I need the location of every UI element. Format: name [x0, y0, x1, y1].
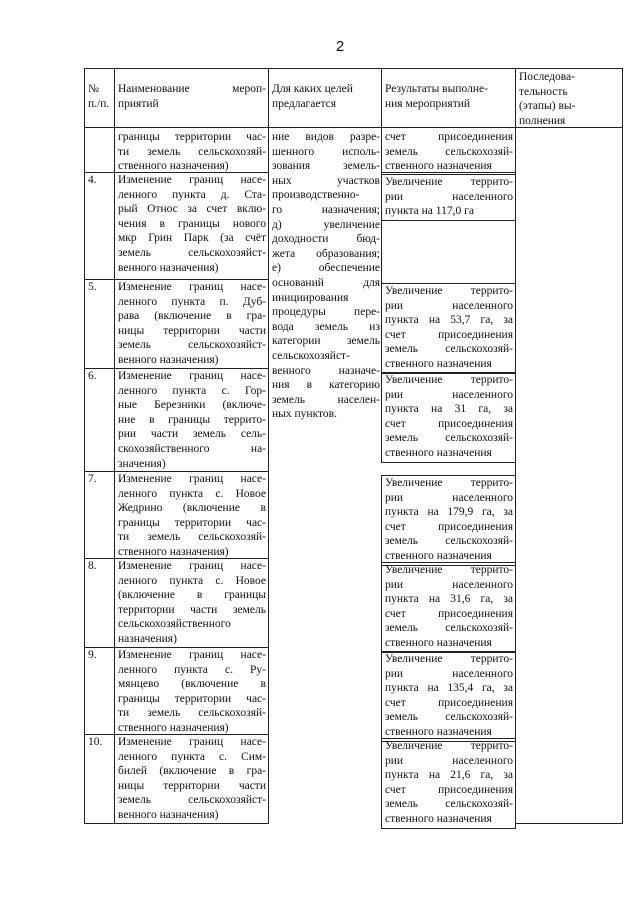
row-name-line: Изменение границ насе-: [118, 281, 266, 293]
purpose-text-line: ных участков: [272, 174, 380, 187]
row-result: [385, 739, 513, 827]
row-name-line: рый Относ за счет вклю-: [118, 203, 266, 216]
continuation-result-line: счет присоединения: [385, 131, 513, 143]
column-rule: [268, 471, 269, 558]
row-name: [118, 280, 266, 368]
column-rule: [114, 172, 115, 279]
row-name-line: ти земель сельскохозяй-: [118, 531, 266, 544]
row-name-line: назначения): [118, 632, 177, 645]
row-result-line: счет присоединения: [385, 607, 513, 620]
row-name-line: венного назначения): [118, 261, 219, 274]
purpose-text-line: е) обеспечение: [272, 262, 380, 275]
row-name: [118, 369, 266, 471]
purpose-text-line: венного назначе-: [272, 364, 380, 377]
row-name-line: территории части земель: [118, 603, 266, 616]
row-result: [385, 652, 513, 740]
row-name: [118, 735, 266, 823]
header-name-line: приятий: [118, 97, 159, 110]
column-rule: [268, 279, 269, 368]
header-purpose: [272, 82, 380, 111]
row-result-line: Увеличение террито-: [385, 285, 513, 297]
row-name-line: значения): [118, 457, 166, 470]
row-result-line: счет присоединения: [385, 783, 513, 796]
row-result-line: рии населенного: [385, 190, 513, 203]
header-num: [88, 82, 116, 111]
purpose-text-line: ных пунктов.: [272, 408, 337, 421]
continuation-result-line: земель сельскохозяй-: [385, 145, 513, 158]
column-rule: [84, 471, 85, 558]
row-rule: [84, 68, 623, 69]
row-result-line: пункта на 135,4 га, за: [385, 682, 513, 695]
row-name-line: Изменение границ насе-: [118, 370, 266, 382]
row-rule: [114, 172, 269, 173]
row-name-line: чения в границы нового: [118, 217, 266, 230]
header-purpose-line: Для каких целей: [272, 83, 353, 95]
row-name-line: ственного назначения): [118, 545, 229, 558]
row-name: [118, 559, 266, 647]
row-name-line: ленного пункта с. Новое: [118, 574, 266, 587]
column-rule: [381, 68, 382, 127]
purpose-text-line: ние видов разре-: [272, 131, 380, 143]
row-name-line: мянцево (включение в: [118, 678, 266, 691]
row-name: [118, 173, 266, 275]
purpose-text: [272, 130, 380, 422]
row-num: [88, 472, 116, 487]
continuation-result: [385, 130, 513, 174]
row-num: [88, 735, 116, 750]
row-num-line: 6.: [88, 370, 97, 382]
column-rule: [268, 68, 269, 127]
row-result: [385, 175, 513, 219]
header-stages-line: тельность: [519, 85, 568, 98]
row-result-line: счет присоединения: [385, 520, 513, 533]
column-rule: [268, 172, 269, 279]
row-num-line: 5.: [88, 281, 97, 293]
column-rule: [268, 368, 269, 471]
header-purpose-line: предлагается: [272, 97, 337, 110]
row-name-line: рава (включение в гра-: [118, 310, 266, 323]
row-name-line: ленного пункта с. Новое: [118, 487, 266, 500]
row-result-line: ственного назначения: [385, 812, 492, 825]
row-result-line: пункта на 31,6 га, за: [385, 593, 513, 606]
row-result-line: земель сельскохозяй-: [385, 535, 513, 548]
row-result: [385, 476, 513, 564]
row-name-line: ственного назначения): [118, 721, 229, 734]
row-num: [88, 280, 116, 295]
header-stages-line: полнения: [519, 114, 566, 127]
row-name-line: ленного пункта с. Ру-: [118, 663, 266, 676]
row-name-line: скохозяйственного на-: [118, 442, 266, 455]
purpose-text-line: земель населен-: [272, 393, 380, 406]
header-results: [385, 82, 513, 111]
column-rule: [114, 127, 115, 172]
row-result-line: ственного назначения: [385, 636, 492, 649]
row-name-line: границы территории час-: [118, 516, 266, 529]
row-result-line: пункта на 53,7 га, за: [385, 314, 513, 327]
row-name-line: ницы территории части: [118, 779, 266, 792]
purpose-text-line: инициирования: [272, 291, 349, 304]
row-name-line: ленного пункта п. Дуб-: [118, 295, 266, 308]
row-result-line: рии населенного: [385, 299, 513, 312]
row-num: [88, 559, 116, 574]
header-stages: [519, 70, 623, 128]
row-result-line: земель сельскохозяй-: [385, 622, 513, 635]
row-name-line: Изменение границ насе-: [118, 473, 266, 485]
row-name-line: земель сельскохозяйст-: [118, 246, 266, 259]
row-name-line: Изменение границ насе-: [118, 560, 266, 572]
row-name: [118, 472, 266, 560]
row-rule: [381, 172, 516, 173]
column-rule: [622, 127, 623, 823]
row-result-line: Увеличение террито-: [385, 564, 513, 576]
header-stages-line: (этапы) вы-: [519, 100, 576, 113]
row-num: [88, 369, 116, 384]
column-rule: [268, 734, 269, 823]
row-name-line: границы территории час-: [118, 692, 266, 705]
row-result: [385, 563, 513, 651]
row-name: [118, 648, 266, 736]
row-name-line: ные Березники (включе-: [118, 399, 266, 412]
purpose-text-line: сельскохозяйст-: [272, 349, 350, 362]
row-result-line: ственного назначения: [385, 725, 492, 738]
row-result-line: Увеличение террито-: [385, 176, 513, 188]
row-name-line: (включение в границы: [118, 589, 266, 602]
row-result-line: Увеличение террито-: [385, 374, 513, 386]
page-number: 2: [335, 38, 345, 55]
row-result-line: пункта на 117,0 га: [385, 205, 474, 218]
row-result-line: рии населенного: [385, 578, 513, 591]
purpose-text-line: оснований для: [272, 276, 380, 289]
row-num-line: 4.: [88, 174, 97, 186]
purpose-text-line: процедуры пере-: [272, 306, 380, 319]
row-rule: [515, 823, 623, 824]
row-result-line: Увеличение террито-: [385, 477, 513, 489]
row-result: [385, 373, 513, 461]
row-name-line: ти земель сельскохозяй-: [118, 707, 266, 720]
continuation-name-line: ти земель сельскохозяй-: [118, 145, 266, 158]
row-name-line: ницы территории части: [118, 324, 266, 337]
column-rule: [84, 68, 85, 127]
row-result-line: Увеличение террито-: [385, 653, 513, 665]
row-result-line: счет присоединения: [385, 696, 513, 709]
row-result-line: рии населенного: [385, 491, 513, 504]
purpose-text-line: вода земель из: [272, 320, 380, 333]
column-rule: [84, 368, 85, 471]
row-num: [88, 173, 116, 188]
continuation-name: [118, 130, 266, 174]
row-name-line: ленного пункта с. Гор-: [118, 384, 266, 397]
row-num-line: 10.: [88, 736, 103, 748]
row-result-line: рии населенного: [385, 388, 513, 401]
purpose-text-line: категории земель: [272, 335, 380, 348]
row-result-line: Увеличение террито-: [385, 740, 513, 752]
purpose-text-line: шенного исполь-: [272, 145, 380, 158]
column-rule: [84, 647, 85, 734]
row-result-line: рии населенного: [385, 754, 513, 767]
row-num-line: 8.: [88, 560, 97, 572]
row-name-line: Изменение границ насе-: [118, 649, 266, 661]
header-name: [118, 82, 266, 111]
row-rule: [84, 823, 269, 824]
row-name-line: Жедрино (включение в: [118, 502, 266, 515]
row-name-line: билей (включение в гра-: [118, 765, 266, 778]
row-result-line: рии населенного: [385, 667, 513, 680]
header-results-line: ния мероприятий: [385, 97, 471, 110]
row-result-line: ственного назначения: [385, 357, 492, 370]
purpose-text-line: ния в категорию: [272, 379, 380, 392]
row-result-line: счет присоединения: [385, 328, 513, 341]
purpose-text-line: жета образования;: [272, 247, 380, 260]
column-rule: [84, 127, 85, 172]
column-rule: [84, 279, 85, 368]
row-result-line: земель сельскохозяй-: [385, 711, 513, 724]
purpose-text-line: доходности бюд-: [272, 233, 380, 246]
column-rule: [268, 558, 269, 647]
row-result-line: пункта на 179,9 га, за: [385, 506, 513, 519]
row-result-line: ственного назначения: [385, 549, 492, 562]
row-num-line: 9.: [88, 649, 97, 661]
row-name-line: венного назначения): [118, 353, 219, 366]
row-result-line: земель сельскохозяй-: [385, 343, 513, 356]
column-rule: [84, 558, 85, 647]
row-name-line: ленного пункта д. Ста-: [118, 188, 266, 201]
column-rule: [515, 68, 516, 127]
row-num: [88, 648, 116, 663]
row-result-line: пункта на 31 га, за: [385, 403, 513, 416]
row-result-line: счет присоединения: [385, 417, 513, 430]
row-name-line: ние в границы террито-: [118, 413, 266, 426]
row-name-line: рии части земель сель-: [118, 428, 266, 441]
header-num-line: п./п.: [88, 97, 110, 110]
row-num-line: 7.: [88, 473, 97, 485]
continuation-name-line: границы территории час-: [118, 131, 266, 143]
row-result-line: ственного назначения: [385, 446, 492, 459]
row-name-line: земель сельскохозяйст-: [118, 339, 266, 352]
row-result-line: земель сельскохозяй-: [385, 798, 513, 811]
row-name-line: сельскохозяйственного: [118, 618, 231, 631]
header-name-line: Наименование мероп-: [118, 83, 266, 95]
row-name-line: Изменение границ насе-: [118, 736, 266, 748]
row-result-line: земель сельскохозяй-: [385, 432, 513, 445]
header-results-line: Результаты выполне-: [385, 83, 488, 95]
row-name-line: мкр Грин Парк (за счёт: [118, 232, 266, 245]
row-name-line: ленного пункта с. Сим-: [118, 750, 266, 763]
row-name-line: Изменение границ насе-: [118, 174, 266, 186]
column-rule: [268, 647, 269, 734]
purpose-text-line: производственно-: [272, 189, 360, 202]
purpose-text-line: зования земель-: [272, 160, 380, 173]
purpose-text-line: д) увеличение: [272, 218, 380, 231]
row-name-line: земель сельскохозяйст-: [118, 794, 266, 807]
purpose-text-line: го назначения;: [272, 203, 380, 216]
column-rule: [84, 734, 85, 823]
continuation-name-line: ственного назначения): [118, 160, 229, 173]
continuation-result-line: ственного назначения: [385, 160, 492, 173]
row-result: [385, 284, 513, 372]
column-rule: [84, 172, 85, 279]
header-num-line: №: [88, 83, 99, 95]
header-stages-line: Последова-: [519, 71, 575, 83]
row-result-line: пункта на 21,6 га, за: [385, 769, 513, 782]
row-name-line: венного назначения): [118, 808, 219, 821]
